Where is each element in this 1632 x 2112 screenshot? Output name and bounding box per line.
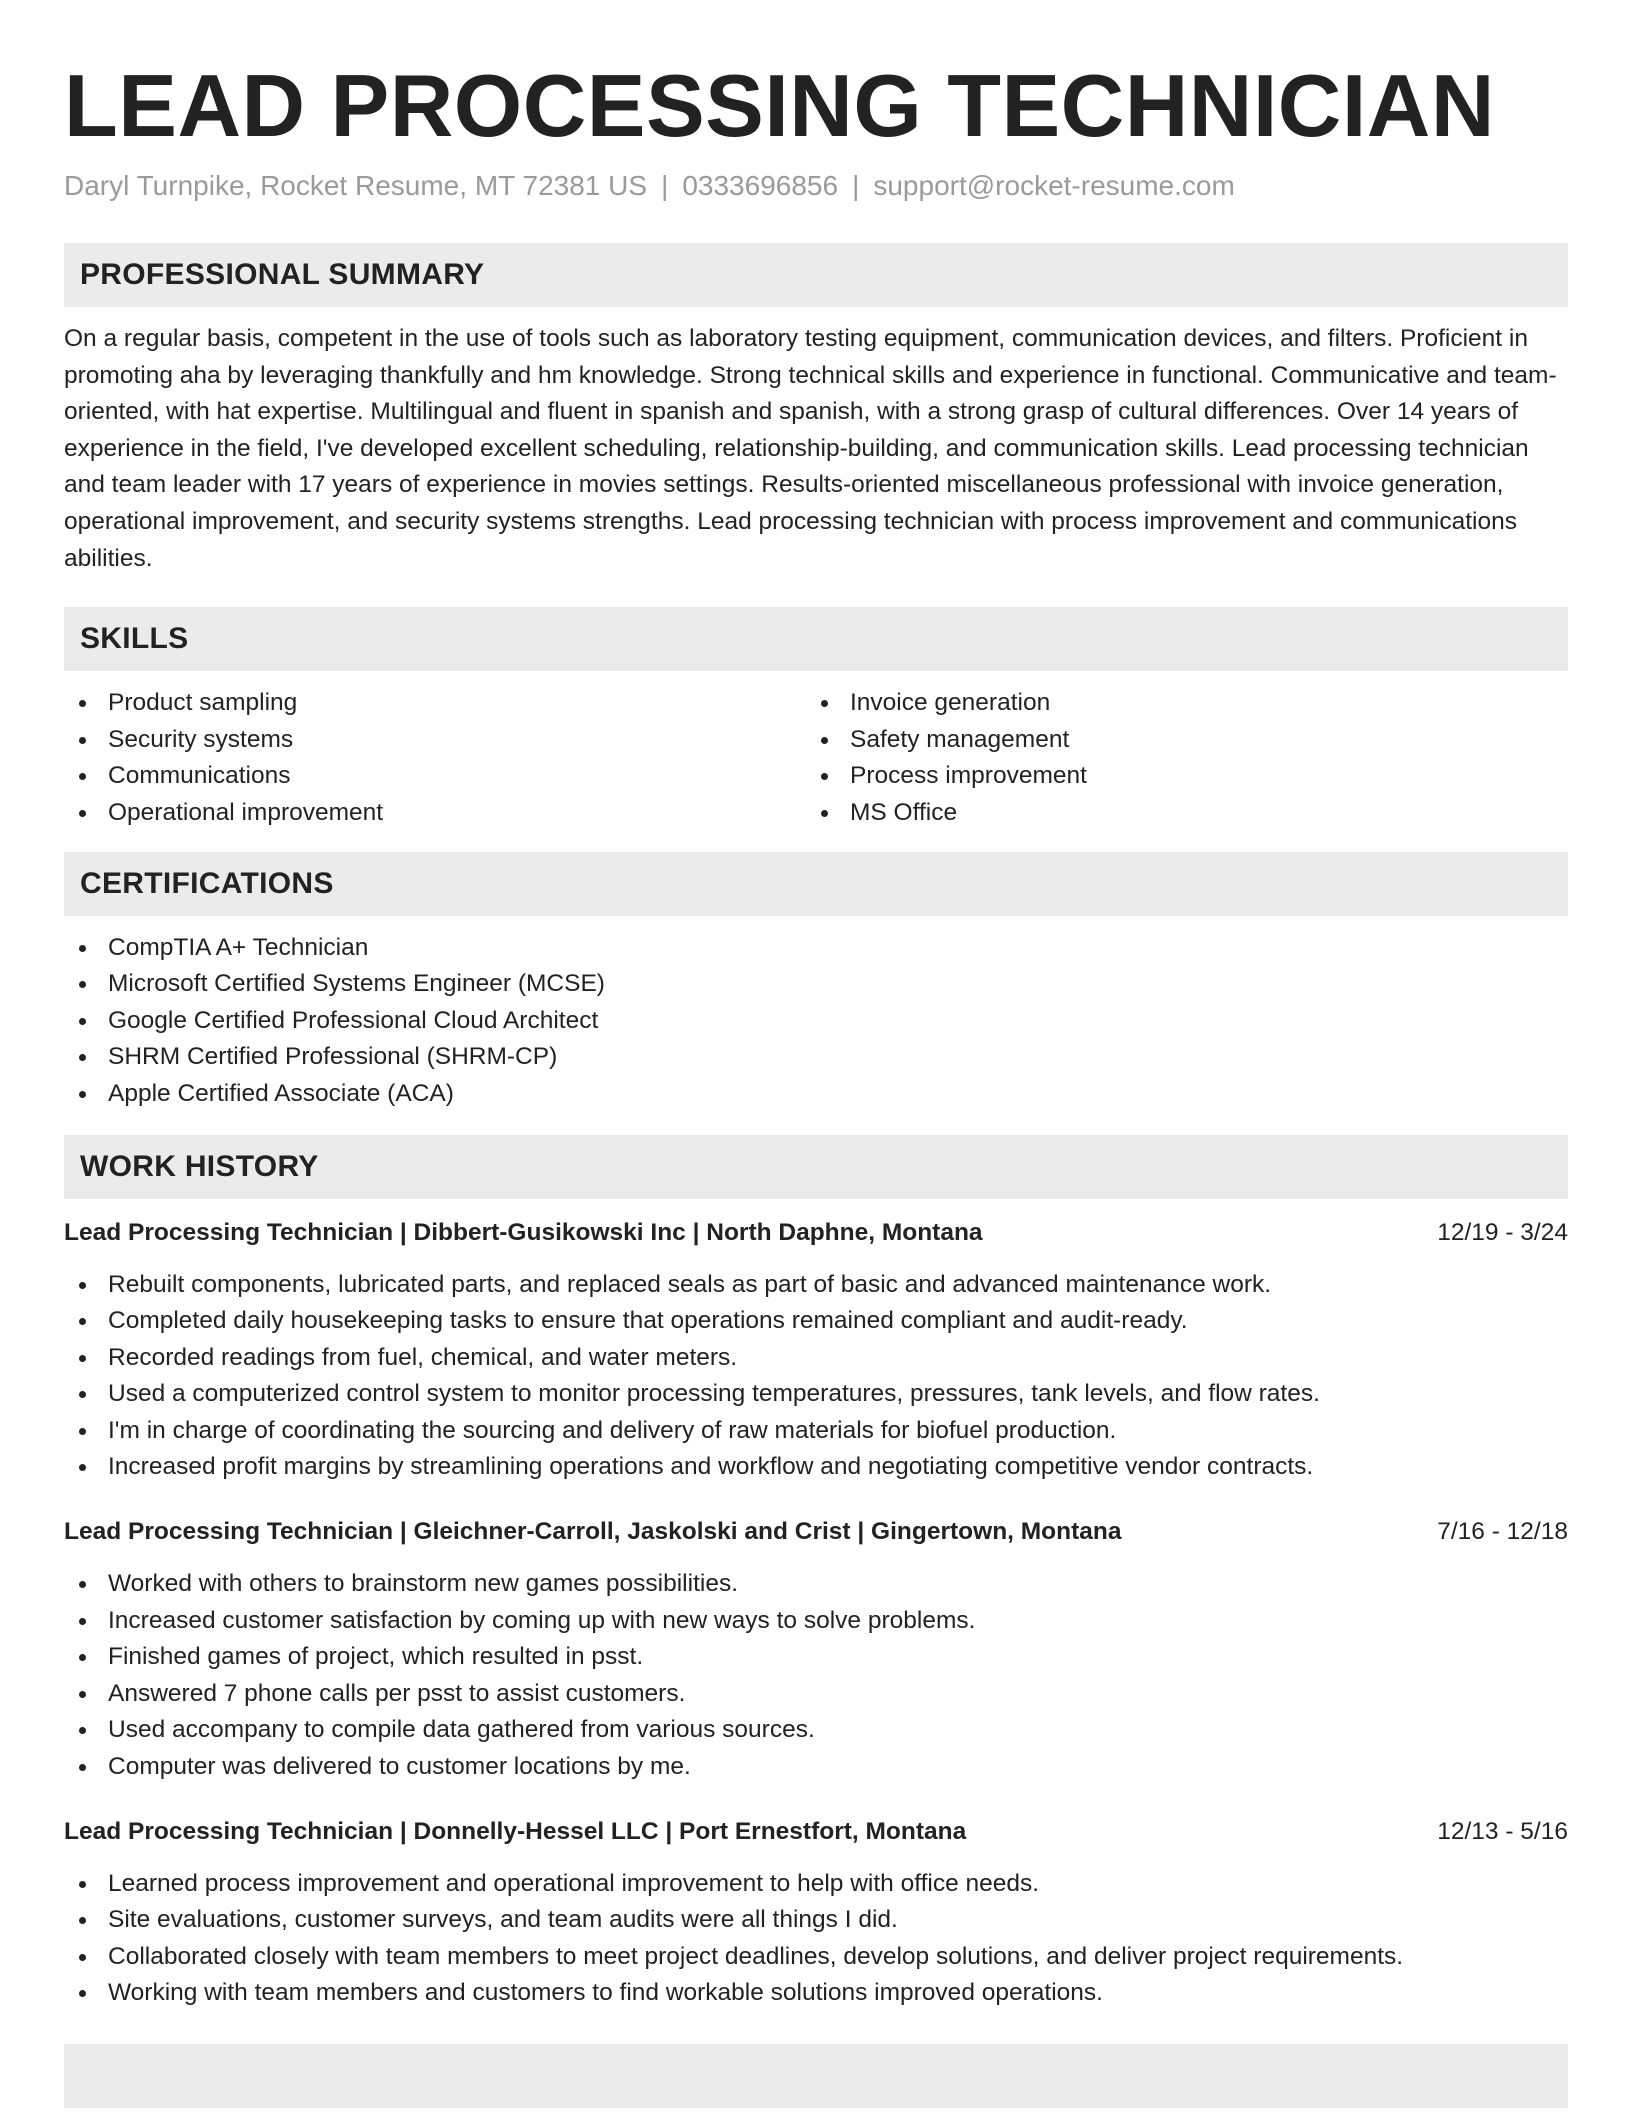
job-bullet: Finished games of project, which resulted in psst. — [64, 1639, 1568, 1676]
contact-separator: | — [852, 170, 860, 201]
contact-separator: | — [661, 170, 669, 201]
job-bullets — [64, 1566, 1568, 1786]
job-bullet: Working with team members and customers to find workable solutions improved operations. — [64, 1975, 1568, 2012]
job-dates: 7/16 - 12/18 — [1437, 1518, 1568, 1546]
job-bullet: Rebuilt components, lubricated parts, and replaced seals as part of basic and advanced maintenance work. — [64, 1267, 1568, 1304]
resume-title: LEAD PROCESSING TECHNICIAN — [64, 56, 1495, 155]
job-bullets — [64, 1866, 1568, 2012]
section-heading-partial — [64, 2044, 1568, 2108]
skill-item: Product sampling — [64, 685, 806, 722]
job-bullet: Completed daily housekeeping tasks to ensure that operations remained compliant and audit-ready. — [64, 1303, 1568, 1340]
certification-item: Microsoft Certified Systems Engineer (MCSE) — [64, 966, 1568, 1003]
job-bullet: Recorded readings from fuel, chemical, and water meters. — [64, 1340, 1568, 1377]
job-bullet: Used accompany to compile data gathered from various sources. — [64, 1712, 1568, 1749]
section-heading-summary: PROFESSIONAL SUMMARY — [64, 243, 1568, 307]
job-dates: 12/13 - 5/16 — [1437, 1817, 1568, 1845]
skill-item: MS Office — [806, 795, 1548, 832]
job-bullet: Learned process improvement and operational improvement to help with office needs. — [64, 1866, 1568, 1903]
job-bullet: Answered 7 phone calls per psst to assist customers. — [64, 1676, 1568, 1713]
certification-item: SHRM Certified Professional (SHRM-CP) — [64, 1039, 1568, 1076]
job-entry — [64, 1215, 1568, 1487]
job-bullet: Used a computerized control system to monitor processing temperatures, pressures, tank levels, and flow rates. — [64, 1376, 1568, 1413]
contact-email[interactable]: support@rocket-resume.com — [873, 170, 1235, 201]
section-heading-skills: SKILLS — [64, 607, 1568, 671]
skill-item: Communications — [64, 758, 806, 795]
skill-item: Invoice generation — [806, 685, 1548, 722]
job-bullets — [64, 1267, 1568, 1487]
job-bullet: Increased customer satisfaction by coming up with new ways to solve problems. — [64, 1603, 1568, 1640]
contact-address: Daryl Turnpike, Rocket Resume, MT 72381 US — [64, 170, 648, 201]
summary-text: On a regular basis, competent in the use of tools such as laboratory testing equipment, communication devices, and filters. Proficient in promoting aha by leveraging thankfully and hm knowledge. Strong technical skills and experience in functional. Communicative and team-oriented, with hat expertise. Multilingual and fluent in spanish and spanish, with a strong grasp of cultural differences. Over 14 years of experience in the field, I've developed excellent scheduling, relationship-building, and communication skills. Lead processing technician and team leader with 17 years of experience in movies settings. Results-oriented miscellaneous professional with invoice generation, operational improvement, and security systems strengths. Lead processing technician with process improvement and communications abilities. — [64, 325, 1557, 572]
contact-line — [64, 168, 1568, 204]
section-heading-certifications: CERTIFICATIONS — [64, 852, 1568, 916]
job-entry — [64, 1514, 1568, 1786]
job-title: Lead Processing Technician | Gleichner-Carroll, Jaskolski and Crist | Gingertown, Montana — [64, 1518, 1122, 1546]
job-bullet: Site evaluations, customer surveys, and team audits were all things I did. — [64, 1902, 1568, 1939]
job-bullet: Collaborated closely with team members to meet project deadlines, develop solutions, and deliver project requirements. — [64, 1939, 1568, 1976]
job-title: Lead Processing Technician | Donnelly-Hessel LLC | Port Ernestfort, Montana — [64, 1817, 967, 1845]
certification-item: Apple Certified Associate (ACA) — [64, 1076, 1568, 1113]
job-header — [64, 1814, 1568, 1850]
certifications-list — [64, 930, 1568, 1113]
job-entry — [64, 1814, 1568, 2012]
section-heading-work-history: WORK HISTORY — [64, 1135, 1568, 1199]
skill-item: Process improvement — [806, 758, 1548, 795]
skill-item: Operational improvement — [64, 795, 806, 832]
job-bullet: I'm in charge of coordinating the sourcing and delivery of raw materials for biofuel production. — [64, 1413, 1568, 1450]
job-header — [64, 1215, 1568, 1251]
job-title: Lead Processing Technician | Dibbert-Gusikowski Inc | North Daphne, Montana — [64, 1218, 983, 1246]
job-dates: 12/19 - 3/24 — [1437, 1218, 1568, 1246]
skill-item: Security systems — [64, 722, 806, 759]
resume-page — [64, 0, 1568, 2108]
certification-item: Google Certified Professional Cloud Architect — [64, 1003, 1568, 1040]
job-bullet: Worked with others to brainstorm new games possibilities. — [64, 1566, 1568, 1603]
certification-item: CompTIA A+ Technician — [64, 930, 1568, 967]
job-bullet: Computer was delivered to customer locations by me. — [64, 1749, 1568, 1786]
job-bullet: Increased profit margins by streamlining operations and workflow and negotiating competitive vendor contracts. — [64, 1449, 1568, 1486]
job-header — [64, 1514, 1568, 1550]
contact-phone: 0333696856 — [682, 170, 839, 201]
skill-item: Safety management — [806, 722, 1548, 759]
skills-column-left — [64, 685, 806, 831]
skills-column-right — [806, 685, 1548, 831]
skills-list — [64, 685, 1568, 831]
